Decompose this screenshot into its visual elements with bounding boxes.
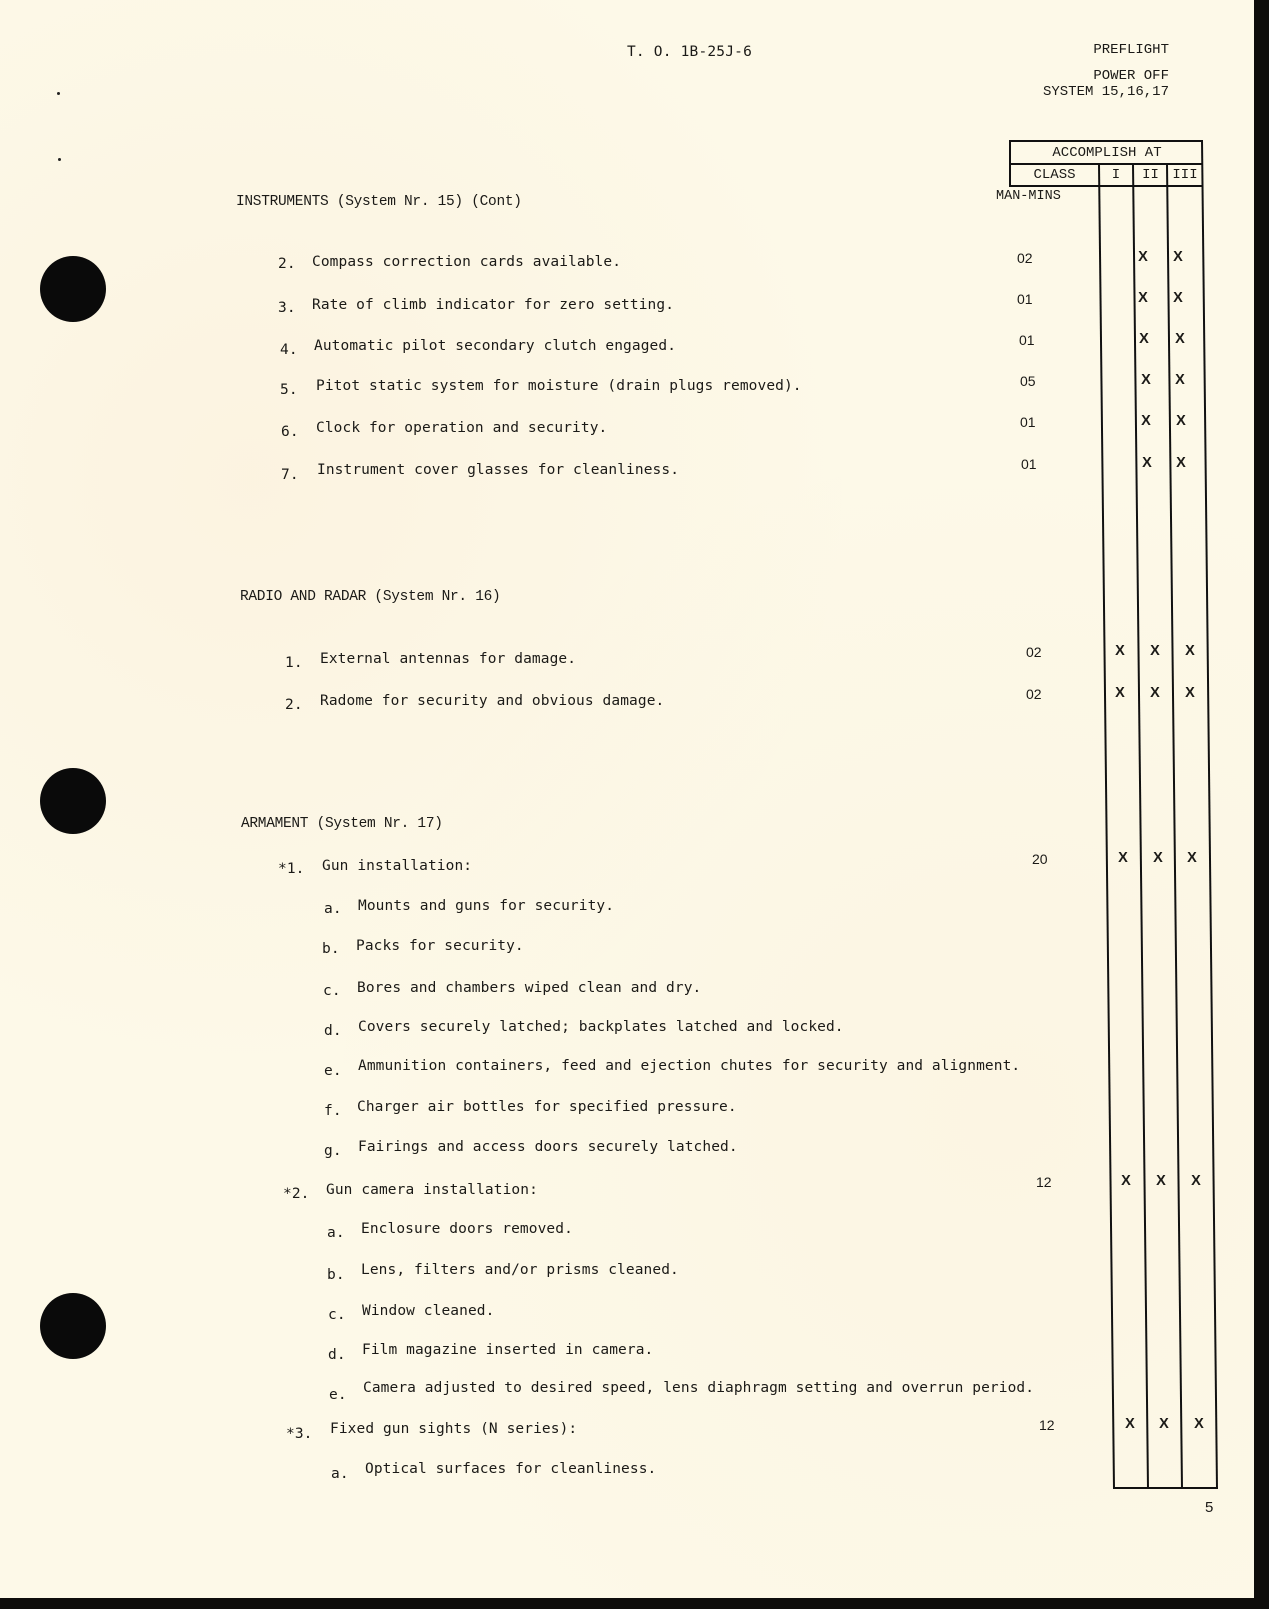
header-power-off: POWER OFF [1093,68,1169,84]
doc-number: T. O. 1B-25J-6 [627,44,753,60]
section-title-instruments: INSTRUMENTS (System Nr. 15) (Cont) [236,194,522,210]
section-title-radio-radar: RADIO AND RADAR (System Nr. 16) [240,589,501,605]
class-ii-header: II [1142,167,1159,183]
document-page: T. O. 1B-25J-6 PREFLIGHT POWER OFF SYSTEM 15,16,17 ACCOMPLISH AT CLASS I II III MAN-MINS INSTRUMENTS (System Nr. 15) (Cont) 2. Compass correction cards available. 02 X X 3. Rate of climb indicator for zero setting. 01 X X 4. Automatic pilot secondary clutch engaged. 01 X X 5. Pitot static system for moisture (drain plugs removed). 05 X X 6. Clock for operation and security. 01 X X 7. Instrument cover glasses for cleanliness. 01 X X RADIO AND RADAR (System Nr. 16) 1. External antennas for damage. 02 X X X 2. Radome for security and obvious damage. 02 X X X ARMAMENT (System Nr. 17) *1. Gun installation: 20 X X X a. Mounts and guns for security. b. Packs for security. c. Bores and chambers wiped clean and dry. d. Covers securely latched; backplates latched and locked. e. Ammunition containers, feed and ejection chutes for security and alignment. f. Charger air bottles for specified pressure. g. Fairings and access doors securely latched. *2. Gun camera installation: 12 X X X a. Enclosure doors removed. b. Lens, filters and/or prisms cleaned. c. Window cleaned. d. Film magazine inserted in camera. e. Camera adjusted to desired speed, lens diaphragm setting and overrun period. *3. Fixed gun sights (N series): 12 X X X a. Optical surfaces for cleanliness. 5 [0,0,1254,1598]
header-preflight: PREFLIGHT [1093,42,1169,58]
section-title-armament: ARMAMENT (System Nr. 17) [241,816,443,832]
accomplish-at-label: ACCOMPLISH AT [1052,145,1162,161]
page-number: 5 [1205,1499,1214,1516]
man-mins-label: MAN-MINS [996,189,1061,204]
header-system: SYSTEM 15,16,17 [1042,84,1169,100]
class-i-header: I [1111,167,1121,183]
class-iii-header: III [1172,167,1198,183]
class-label: CLASS [1033,167,1076,183]
man-mins-value: 02 [1017,250,1033,266]
